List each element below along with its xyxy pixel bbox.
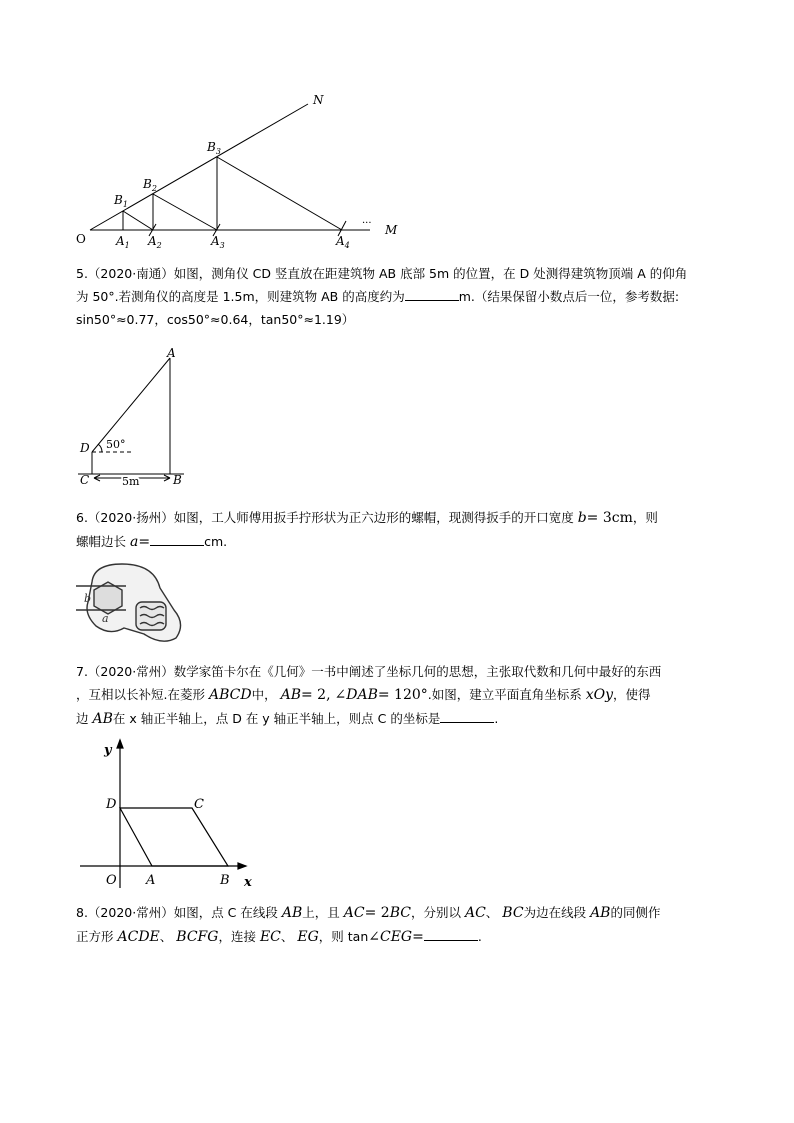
q7-ab2: AB [92, 711, 113, 727]
label-b2: B [143, 177, 152, 191]
q8-eq: = [412, 929, 424, 945]
q5-line1: 5.（2020·南通）如图，测角仪 CD 竖直放在距建筑物 AB 底部 5m 的位置，在 D 处测得建筑物顶端 A 的仰角 [76, 266, 688, 281]
q6-line2b: cm. [204, 534, 228, 549]
q8-end: . [477, 929, 482, 944]
q7-dab-val: = 120° [377, 687, 428, 703]
label-a4-sub: 4 [344, 241, 350, 250]
svg-text:B1 [113, 193, 128, 209]
q8-ac: AC [343, 905, 365, 921]
q8-ceg: CEG [380, 929, 413, 945]
label-a4: A [336, 234, 345, 248]
label-x: x [244, 875, 252, 890]
seg-b2a3 [153, 194, 217, 230]
q8-ab: AB [281, 905, 303, 921]
q8-acde: ACDE [117, 929, 160, 945]
q8-line1d: 为边在线段 [523, 905, 587, 920]
q8-text [76, 901, 726, 949]
q8-line1a: 8.（2020·常州）如图，点 C 在线段 [76, 905, 278, 920]
rhombus-abcd [120, 808, 228, 866]
label-c: C [80, 473, 90, 487]
q6-line1 [76, 506, 726, 530]
label-a1-sub: 1 [124, 241, 130, 250]
q8-sep2: 、 [159, 929, 173, 944]
q5-answer-blank[interactable] [405, 287, 459, 301]
q6-a-eq: = [138, 534, 151, 550]
label-a1: A [116, 234, 125, 248]
label-b3: B [207, 140, 216, 154]
label-a3-sub: 3 [219, 241, 225, 250]
q8-ab2: AB [590, 905, 611, 921]
q8-eg: EG [297, 929, 319, 945]
q6-answer-blank[interactable] [150, 532, 204, 546]
label-b: B [173, 473, 182, 487]
label-a2: A [148, 234, 157, 248]
q6-line1b: ，则 [632, 510, 658, 525]
label-o: O [76, 232, 86, 246]
q7-dab: DAB [346, 687, 378, 703]
q8-bc: BC [389, 905, 411, 921]
label-b: b [84, 592, 92, 605]
q6-b-val: = 3cm [586, 510, 633, 526]
svg-text:B2 [142, 177, 157, 193]
q8-angle-sym: ∠ [368, 929, 380, 945]
q8-line2b: ，连接 [218, 929, 256, 944]
q8-bc2: BC [502, 905, 524, 921]
q8-sep3: 、 [280, 929, 294, 944]
q5-line3: sin50°≈0.77，cos50°≈0.64，tan50°≈1.19） [76, 312, 355, 327]
q7-answer-blank[interactable] [440, 709, 494, 723]
label-b1: B [114, 193, 123, 207]
q7-line3c: . [494, 711, 499, 726]
q8-line1c: ，分别以 [410, 905, 461, 920]
q8-line1 [76, 901, 726, 925]
q8-bcfg: BCFG [176, 929, 219, 945]
svg-text:A3 [210, 234, 225, 250]
label-ellipsis: ··· [362, 218, 372, 229]
figure-angle-mon [70, 88, 410, 250]
label-a: A [146, 873, 156, 888]
q7-rhombus: ABCD [208, 687, 252, 703]
svg-text:A4 [335, 234, 350, 250]
q7-line3a: 边 [76, 711, 89, 726]
q8-ac2: AC [464, 905, 486, 921]
q5-line2b: m.（结果保留小数点后一位，参考数据: [458, 289, 680, 304]
seg-b1a2 [123, 211, 153, 230]
q8-ec: EC [259, 929, 281, 945]
hex-nut [94, 582, 122, 614]
seg-b3a4 [217, 157, 342, 230]
label-c: C [194, 797, 204, 812]
svg-text:A2 [147, 234, 162, 250]
q7-line3 [76, 707, 726, 731]
q5-line2a: 为 50°.若测角仪的高度是 1.5m，则建筑物 AB 的高度约为 [76, 289, 405, 304]
q7-line2c: .如图，建立平面直角坐标系 [427, 687, 582, 702]
q7-ab-val: = 2, [300, 687, 331, 703]
label-b2-sub: 2 [151, 184, 157, 193]
svg-text:B3 [206, 140, 221, 156]
q7-angle-sym: ∠ [334, 687, 347, 703]
q7-text [76, 660, 726, 731]
q8-line1e: 的同侧作 [610, 905, 661, 920]
svg-text:A1 [115, 234, 130, 250]
figure-q6-wrench [74, 558, 194, 652]
q8-line1b: 上，且 [302, 905, 340, 920]
q8-line2a: 正方形 [76, 929, 114, 944]
label-d: D [80, 441, 90, 455]
figure-q7-coordinate [78, 734, 268, 896]
label-b: B [220, 873, 230, 888]
q7-xoy: xOy [585, 687, 614, 703]
label-b3-sub: 3 [215, 147, 221, 156]
q7-line2d: ，使得 [613, 687, 651, 702]
q6-line2 [76, 530, 726, 554]
q6-text [76, 506, 726, 554]
q8-answer-blank[interactable] [424, 927, 478, 941]
q6-line2a: 螺帽边长 [76, 534, 127, 549]
label-a3: A [211, 234, 220, 248]
q7-line2a: ，互相以长补短.在菱形 [76, 687, 205, 702]
angle-arc [98, 444, 102, 452]
label-b1-sub: 1 [122, 200, 128, 209]
q8-line2c: ，则 tan [318, 929, 369, 944]
q6-a-var: a [130, 534, 139, 550]
label-o: O [106, 873, 117, 888]
label-d: D [106, 797, 117, 812]
q8-line2 [76, 925, 726, 949]
label-y: y [104, 743, 112, 758]
q5-line2 [76, 285, 726, 308]
seg-da [92, 358, 170, 452]
label-m: M [385, 223, 398, 237]
label-a2-sub: 2 [156, 241, 162, 250]
label-angle: 50° [106, 438, 126, 451]
label-a: a [102, 612, 109, 625]
q7-line3b: 在 x 轴正半轴上，点 D 在 y 轴正半轴上，则点 C 的坐标是 [112, 711, 441, 726]
label-a: A [167, 346, 176, 360]
label-dist: 5m [122, 475, 140, 488]
q5-text [76, 262, 726, 331]
figure-q5-building [74, 344, 204, 494]
q7-line1: 7.（2020·常州）数学家笛卡尔在《几何》一书中阐述了坐标几何的思想，主张取代数和几何中最好的东西 [76, 664, 662, 679]
q6-line1a: 6.（2020·扬州）如图，工人师傅用扳手拧形状为正六边形的螺帽，现测得扳手的开口宽度 [76, 510, 574, 525]
q8-sep: 、 [485, 905, 499, 920]
q7-ab: AB [280, 687, 301, 703]
label-n: N [313, 93, 324, 107]
q8-ac-eq: = 2 [364, 905, 390, 921]
q7-line2b: 中， [251, 687, 277, 702]
q6-b-var: b [577, 510, 587, 526]
q7-line2 [76, 683, 726, 707]
